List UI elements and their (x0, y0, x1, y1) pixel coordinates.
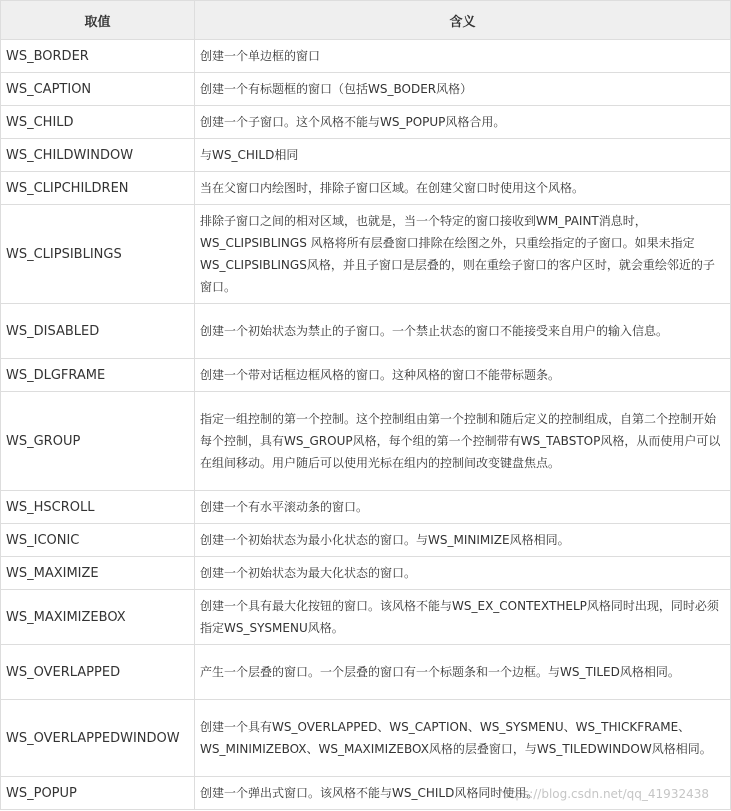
style-desc-cell: 创建一个初始状态为禁止的子窗口。一个禁止状态的窗口不能接受来自用户的输入信息。 (195, 304, 731, 359)
table-row (1, 40, 731, 73)
table-row (1, 700, 731, 777)
style-name-cell: WS_ICONIC (1, 524, 195, 557)
style-name-cell: WS_CAPTION (1, 73, 195, 106)
table-row (1, 359, 731, 392)
blog-watermark: https://blog.csdn.net/qq_41932438 (498, 787, 709, 801)
style-name-cell: WS_MAXIMIZEBOX (1, 590, 195, 645)
style-desc-cell: 当在父窗口内绘图时，排除子窗口区域。在创建父窗口时使用这个风格。 (195, 172, 731, 205)
style-desc-cell: 创建一个具有WS_OVERLAPPED、WS_CAPTION、WS_SYSMENU、WS_THICKFRAME、WS_MINIMIZEBOX、WS_MAXIMIZEBOX风格的层叠窗口，与WS_TILEDWINDOW风格相同。 (195, 700, 731, 777)
style-desc-cell: 指定一组控制的第一个控制。这个控制组由第一个控制和随后定义的控制组成，自第二个控制开始每个控制，具有WS_GROUP风格，每个组的第一个控制带有WS_TABSTOP风格，从而使用户可以在组间移动。用户随后可以使用光标在组内的控制间改变键盘焦点。 (195, 392, 731, 491)
style-desc-cell: 创建一个初始状态为最大化状态的窗口。 (195, 557, 731, 590)
table-row (1, 172, 731, 205)
table-row (1, 777, 731, 810)
style-name-cell: WS_DISABLED (1, 304, 195, 359)
style-desc-cell: 创建一个具有最大化按钮的窗口。该风格不能与WS_EX_CONTEXTHELP风格同时出现，同时必须指定WS_SYSMENU风格。 (195, 590, 731, 645)
table-body (1, 40, 731, 810)
table-row (1, 106, 731, 139)
style-desc-cell: 创建一个子窗口。这个风格不能与WS_POPUP风格合用。 (195, 106, 731, 139)
style-name-cell: WS_CLIPSIBLINGS (1, 205, 195, 304)
style-name-cell: WS_MAXIMIZE (1, 557, 195, 590)
style-name-cell: WS_CHILD (1, 106, 195, 139)
style-desc-cell: 创建一个有水平滚动条的窗口。 (195, 491, 731, 524)
table-row (1, 524, 731, 557)
style-desc-cell: 创建一个单边框的窗口 (195, 40, 731, 73)
table-row (1, 139, 731, 172)
style-desc-cell: 产生一个层叠的窗口。一个层叠的窗口有一个标题条和一个边框。与WS_TILED风格相同。 (195, 645, 731, 700)
table-row (1, 491, 731, 524)
table-row (1, 392, 731, 491)
table-row (1, 73, 731, 106)
style-desc-cell: 创建一个初始状态为最小化状态的窗口。与WS_MINIMIZE风格相同。 (195, 524, 731, 557)
table-row (1, 304, 731, 359)
style-name-cell: WS_CHILDWINDOW (1, 139, 195, 172)
table-row (1, 590, 731, 645)
style-name-cell: WS_POPUP (1, 777, 195, 810)
style-desc-cell: 创建一个带对话框边框风格的窗口。这种风格的窗口不能带标题条。 (195, 359, 731, 392)
table-row (1, 645, 731, 700)
style-name-cell: WS_OVERLAPPED (1, 645, 195, 700)
style-name-cell: WS_BORDER (1, 40, 195, 73)
style-name-cell: WS_GROUP (1, 392, 195, 491)
style-desc-cell: 与WS_CHILD相同 (195, 139, 731, 172)
style-desc-cell: 创建一个有标题框的窗口（包括WS_BODER风格） (195, 73, 731, 106)
header-row (1, 1, 731, 40)
style-name-cell: WS_CLIPCHILDREN (1, 172, 195, 205)
style-name-cell: WS_OVERLAPPEDWINDOW (1, 700, 195, 777)
style-desc-cell: 排除子窗口之间的相对区域，也就是，当一个特定的窗口接收到WM_PAINT消息时，WS_CLIPSIBLINGS 风格将所有层叠窗口排除在绘图之外，只重绘指定的子窗口。如果未指定WS_CLIPSIBLINGS风格，并且子窗口是层叠的，则在重绘子窗口的客户区时，就会重绘邻近的子窗口。 (195, 205, 731, 304)
header-meaning: 含义 (195, 1, 731, 40)
table-header (1, 1, 731, 40)
table-row (1, 205, 731, 304)
table-row (1, 557, 731, 590)
header-value: 取值 (1, 1, 195, 40)
style-desc-cell: 创建一个弹出式窗口。该风格不能与WS_CHILD风格同时使用。 (195, 777, 731, 810)
style-name-cell: WS_HSCROLL (1, 491, 195, 524)
style-name-cell: WS_DLGFRAME (1, 359, 195, 392)
